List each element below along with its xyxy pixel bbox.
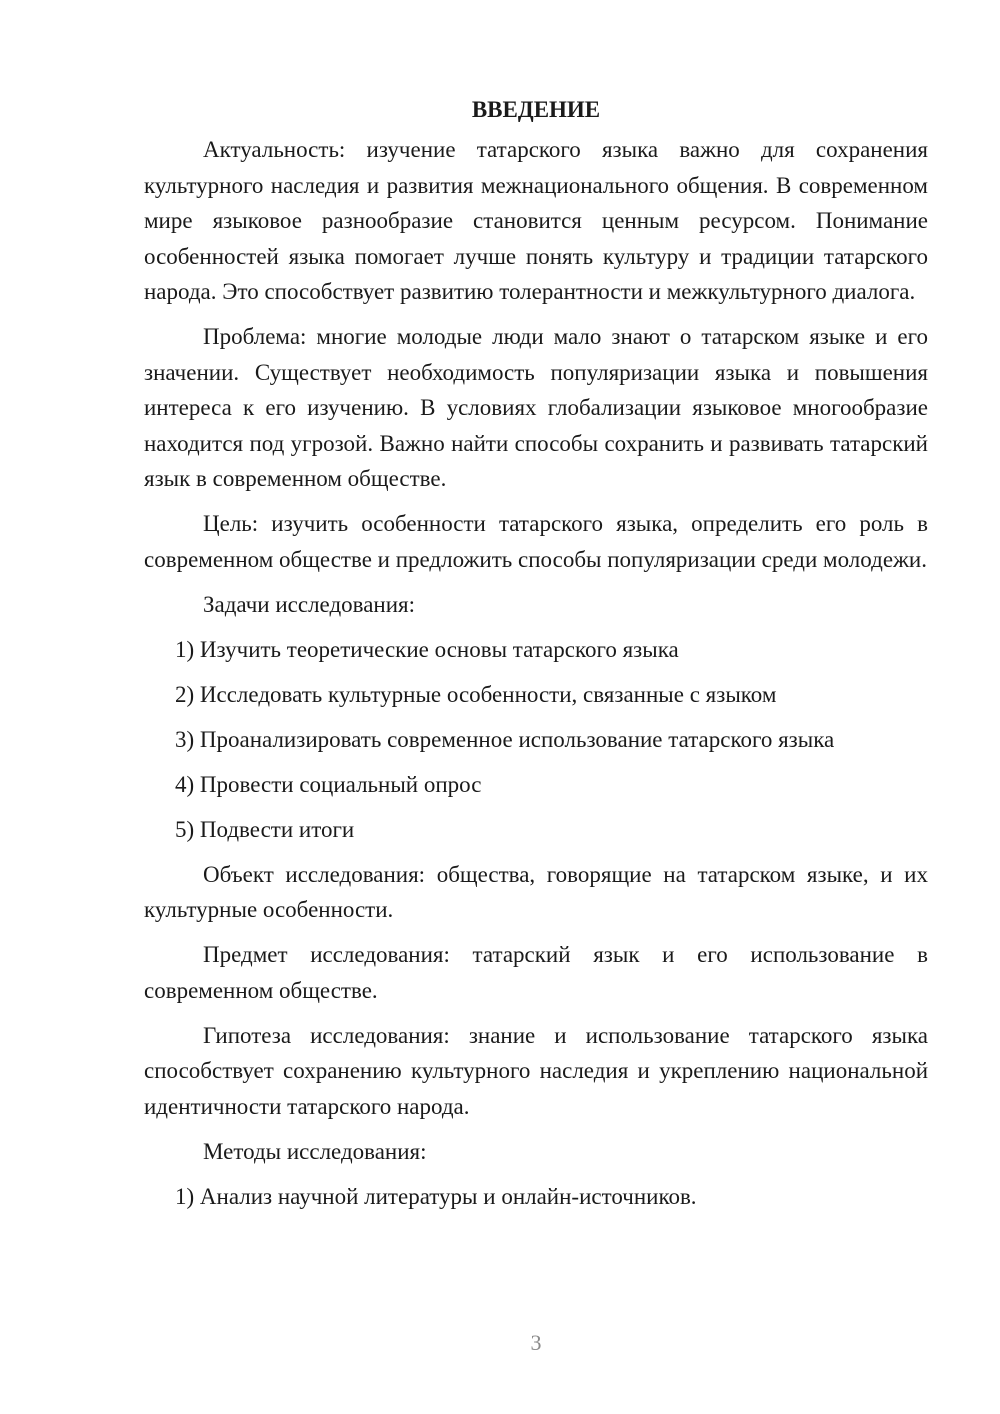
- document-body: [144, 92, 928, 1224]
- methods-heading: Методы исследования:: [203, 1138, 427, 1164]
- list-item: 4) Провести социальный опрос: [175, 771, 482, 797]
- subject-paragraph: Предмет исследования: татарский язык и его использование в современном обществе.: [144, 942, 928, 1003]
- list-item: 3) Проанализировать современное использование татарского языка: [175, 726, 835, 752]
- goal-paragraph: Цель: изучить особенности татарского языка, определить его роль в современном обществе и предложить способы популяризации среди молодежи.: [144, 511, 928, 572]
- hypothesis-paragraph: Гипотеза исследования: знание и использование татарского языка способствует сохранению культурного наследия и укреплению национальной идентичности татарского народа.: [144, 1022, 928, 1119]
- methods-list: [144, 1179, 928, 1215]
- list-item: 2) Исследовать культурные особенности, связанные с языком: [175, 681, 777, 707]
- list-item: 1) Анализ научной литературы и онлайн-источников.: [175, 1183, 697, 1209]
- tasks-list: [144, 632, 928, 848]
- page-number: 3: [530, 1330, 542, 1355]
- tasks-heading: Задачи исследования:: [203, 591, 416, 617]
- list-item: 5) Подвести итоги: [175, 816, 355, 842]
- section-title: ВВЕДЕНИЕ: [471, 97, 601, 122]
- problem-paragraph: Проблема: многие молодые люди мало знают о татарском языке и его значении. Существует необходимость популяризации языка и повышения интереса к его изучению. В условиях глобализации языковое многообразие находится под угрозой. Важно найти способы сохранить и развивать татарский язык в современном обществе.: [144, 324, 928, 491]
- relevance-paragraph: Актуальность: изучение татарского языка важно для сохранения культурного наследия и развития межнационального общения. В современном мире языковое разнообразие становится ценным ресурсом. Понимание особенностей языка помогает лучше понять культуру и традиции татарского народа. Это способствует развитию толерантности и межкультурного диалога.: [144, 137, 928, 304]
- list-item: 1) Изучить теоретические основы татарского языка: [175, 636, 679, 662]
- object-paragraph: Объект исследования: общества, говорящие на татарском языке, и их культурные особенности.: [144, 861, 928, 922]
